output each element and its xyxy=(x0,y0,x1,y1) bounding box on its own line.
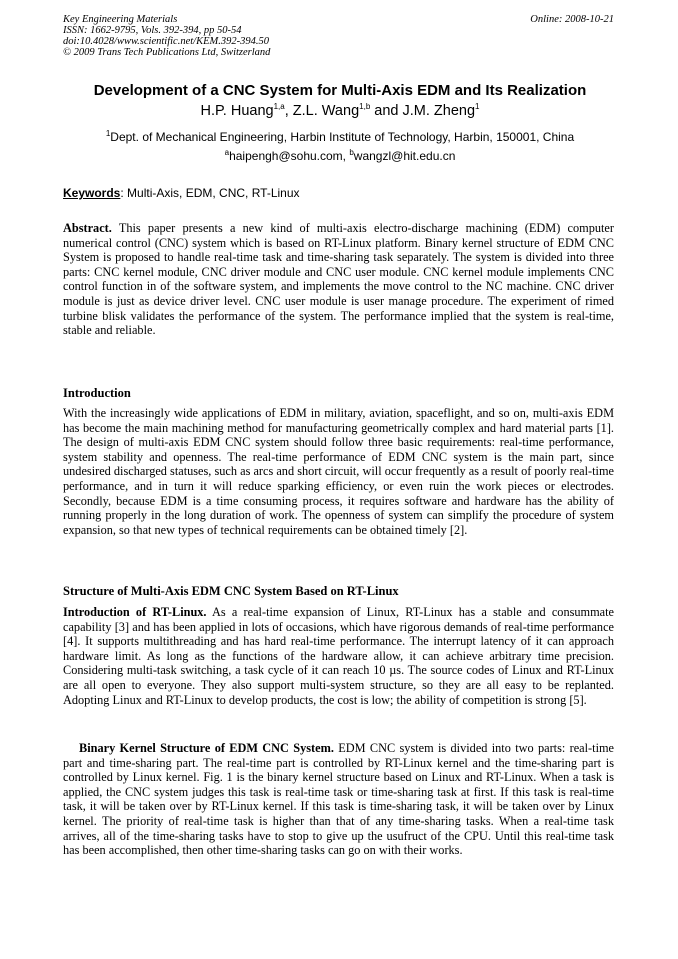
section-heading-structure: Structure of Multi-Axis EDM CNC System Based on RT-Linux xyxy=(63,584,399,598)
email-mark: a xyxy=(224,148,230,157)
author-affil-mark: 1,a xyxy=(273,102,285,112)
affiliation-mark: 1 xyxy=(105,129,111,138)
email-mark: b xyxy=(349,148,354,157)
doi-line: doi:10.4028/www.scientific.net/KEM.392-394.50 xyxy=(63,36,269,47)
abstract-text: This paper presents a new kind of multi-axis electro-discharge machining (EDM) computer numerical control (CNC) system which is based on RT-Linux platform. Binary kernel structure of EDM CNC System is proposed to handle real-time task and time-sharing task separately. The system is divided into three parts: CNC kernel module, CNC driver module and CNC user module. CNC kernel module implements CNC control function in of the software system, and implements the move control to the NC machine. CNC driver module is just as device driver level. CNC user module is user manage procedure. The experiment of rimed turbine blisk validates the performance of the system. The performance implied that the system is real-time, stable and reliable. xyxy=(63,221,614,338)
keywords-colon: : xyxy=(120,186,128,200)
keywords-text: Multi-Axis, EDM, CNC, RT-Linux xyxy=(127,186,300,200)
rtlinux-text: As a real-time expansion of Linux, RT-Linux has a stable and consummate capability [3] and has been applied in lots of occasions, which have rigorous demands of real-time performance [4]. It supports multithreading and has hard real-time performance. The interrupt latency of it can approach hardware limit. As long as the functions of the hardware allow, it can achieve arbitrary time precision. Considering multi-task switching, a task cycle of it can reach 10 µs. The source codes of Linux and RT-Linux are all open to everyone. They also support multi-system structure, so they are all easy to be replanted. Adopting Linux and RT-Linux to develop products, the cost is low; the ability of competition is strong [5]. xyxy=(63,605,614,707)
paper-title: Development of a CNC System for Multi-Axis EDM and Its Realization xyxy=(93,82,587,99)
author-separator: , xyxy=(284,103,293,119)
email-link[interactable]: haipengh@sohu.com, xyxy=(229,149,350,163)
author-separator: and xyxy=(370,103,403,119)
author-name: J.M. Zheng xyxy=(402,103,476,119)
rtlinux-subheading: Introduction of RT-Linux. xyxy=(63,605,207,619)
copyright-line: © 2009 Trans Tech Publications Ltd, Switzerland xyxy=(63,47,271,58)
online-date: Online: 2008-10-21 xyxy=(530,14,614,25)
author-emails xyxy=(40,149,640,163)
author-list xyxy=(40,103,640,119)
issn-line: ISSN: 1662-9795, Vols. 392-394, pp 50-54 xyxy=(63,25,242,36)
binary-kernel-text: EDM CNC system is divided into two parts: real-time part and time-sharing part. The real-time part is controlled by RT-Linux kernel and the time-sharing part is controlled by Linux kernel. Fig. 1 is the binary kernel structure based on Linux and RT-Linux. When a task is applied, the CNC system judges this task is real-time task or time-sharing task at first. If this task is real-time task, it will be taken over by RT-Linux kernel. If this task is time-sharing task, it will be taken over by Linux kernel. The priority of real-time task is higher than that of any time-sharing tasks. When a real-time task arrives, all of the time-sharing tasks have to stop to give up the usufruct of the CPU. Until this real-time task has been accomplished, then other time-sharing tasks can go on with their works. xyxy=(63,741,615,858)
keywords xyxy=(63,186,614,200)
keywords-label: Keywords xyxy=(63,186,121,200)
affiliation-text: Dept. of Mechanical Engineering, Harbin Institute of Technology, Harbin, 150001, China xyxy=(110,130,575,144)
binary-kernel-paragraph xyxy=(63,741,614,858)
abstract-paragraph xyxy=(63,221,614,338)
author-name: H.P. Huang xyxy=(200,103,274,119)
author-name: Z.L. Wang xyxy=(292,103,360,119)
email-link[interactable]: wangzl@hit.edu.cn xyxy=(353,149,456,163)
binary-kernel-subheading: Binary Kernel Structure of EDM CNC System. xyxy=(79,741,334,755)
journal-header xyxy=(63,14,614,58)
journal-name: Key Engineering Materials xyxy=(63,14,178,25)
introduction-paragraph: With the increasingly wide applications of EDM in military, aviation, spaceflight, and so on, multi-axis EDM has become the main machining method for manufacturing geometrically complex and hard material parts [1]. The design of multi-axis EDM CNC system should follow three basic requirements: real-time performance, system stability and openness. The real-time performance of EDM CNC system is the main part, since undesired discharged statuses, such as arcs and short circuit, will occur frequently as a result of poorly real-time performance, and in turn it will reduce sparking efficiency, or even ruin the work pieces or electrodes. Secondly, because EDM is a time consuming process, it requires software and hardware has the ability of running properly in the long duration of work. The openness of system can simplify the procedure of system expansion, so that new types of technical requirements can be obtained timely [2]. xyxy=(63,406,614,537)
affiliation xyxy=(40,130,640,144)
author-affil-mark: 1,b xyxy=(359,102,371,112)
section-heading-introduction: Introduction xyxy=(63,386,131,400)
abstract-label: Abstract. xyxy=(63,221,112,235)
rtlinux-paragraph xyxy=(63,605,614,707)
author-affil-mark: 1 xyxy=(475,102,480,112)
